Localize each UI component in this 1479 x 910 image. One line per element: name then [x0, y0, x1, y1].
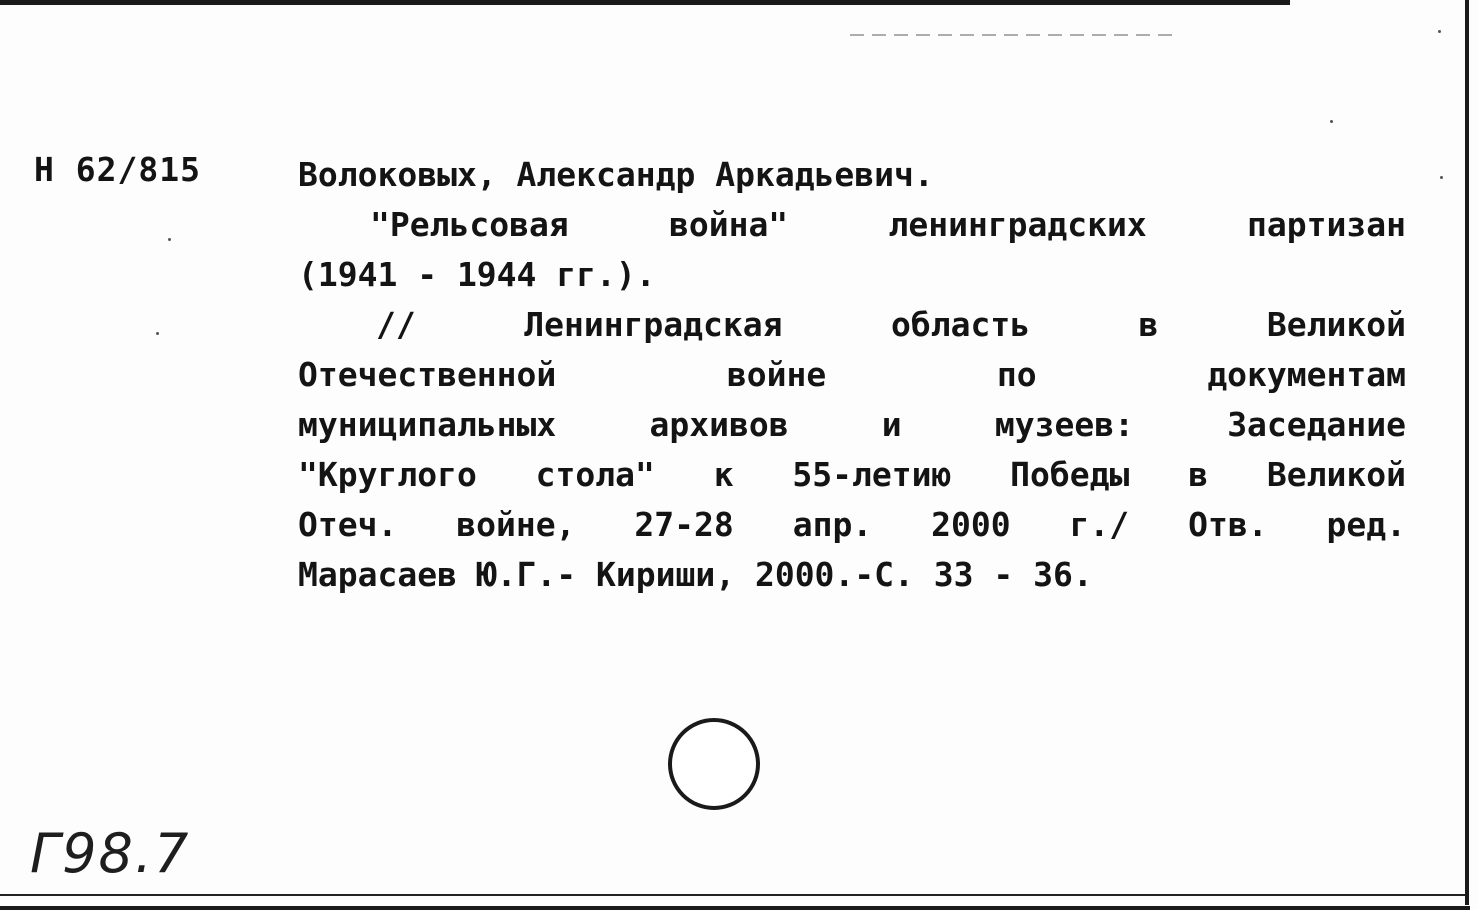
title-line-1: "Рельсовая война" ленинградских партизан: [370, 205, 1406, 244]
dust-speck: [168, 238, 171, 241]
dust-speck: [156, 332, 159, 335]
source-line-1: // Ленинградская область в Великой: [376, 305, 1406, 344]
title-line-2: (1941 - 1944 гг.).: [298, 255, 656, 294]
card-bottom-rule: [0, 894, 1465, 896]
source-line-5: Отеч. войне, 27-28 апр. 2000 г./ Отв. ред.: [298, 505, 1406, 544]
dust-speck: [1438, 30, 1441, 33]
call-number: Н 62/815: [34, 150, 201, 189]
punch-hole: [668, 718, 760, 810]
card-top-edge: [0, 0, 1290, 5]
card-right-edge: [1465, 0, 1469, 905]
source-line-6: Марасаев Ю.Г.- Кириши, 2000.-С. 33 - 36.: [298, 555, 1093, 594]
card-top-faint-rule: [850, 34, 1180, 36]
author-name: Волоковых, Александр Аркадьевич.: [298, 155, 934, 194]
bibliographic-entry: [298, 150, 1406, 600]
handwritten-classification-mark: Г98.7: [30, 822, 191, 885]
dust-speck: [1440, 176, 1443, 179]
card-bottom-edge: [0, 906, 1470, 910]
source-line-4: "Круглого стола" к 55-летию Победы в Великой: [298, 455, 1406, 494]
source-line-2: Отечественной войне по документам: [298, 355, 1406, 394]
source-line-3: муниципальных архивов и музеев: Заседание: [298, 405, 1406, 444]
dust-speck: [1330, 120, 1333, 123]
